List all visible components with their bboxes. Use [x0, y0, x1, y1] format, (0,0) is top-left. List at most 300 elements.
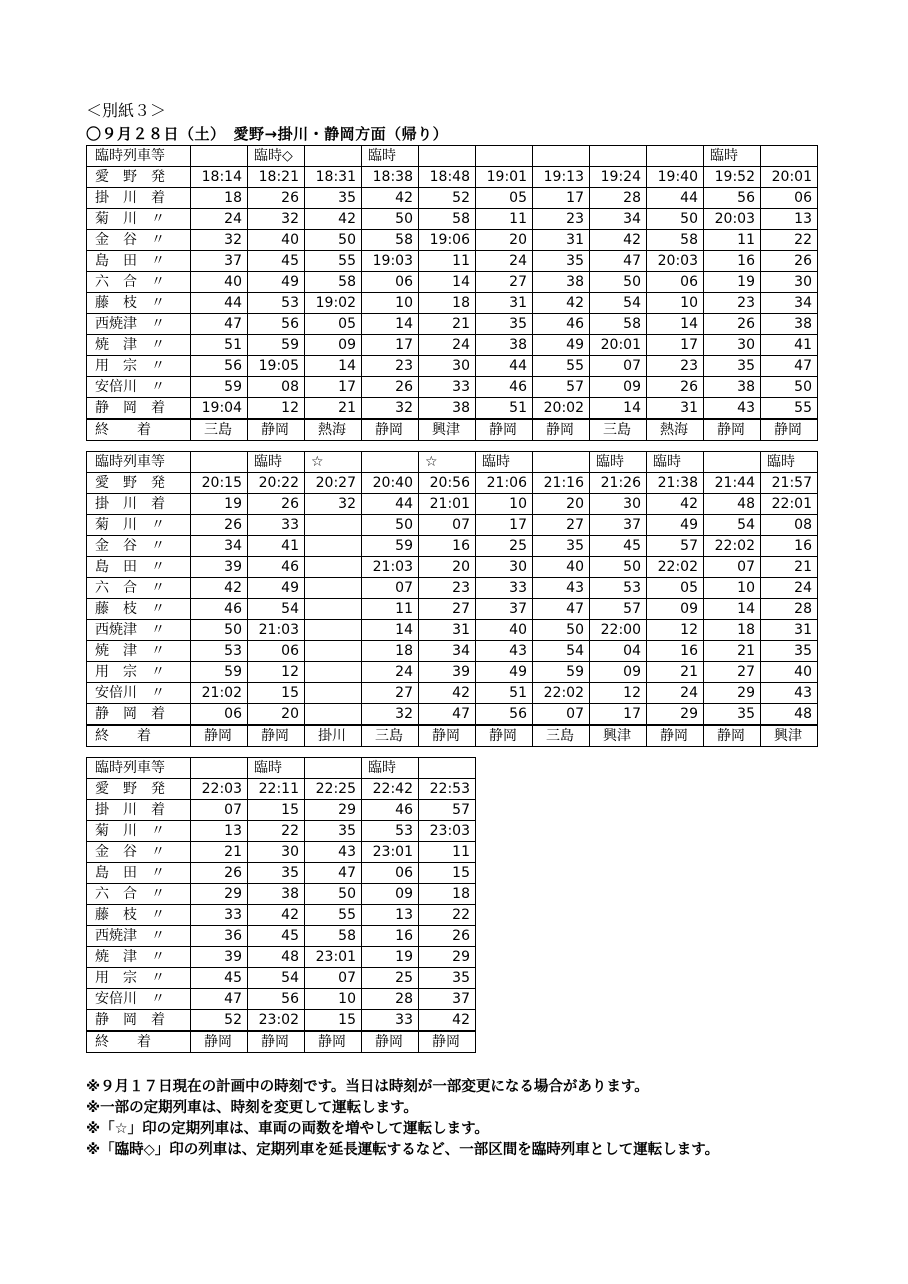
time-cell: 57	[647, 536, 704, 557]
time-cell: 24	[476, 251, 533, 272]
time-cell: 35	[305, 821, 362, 842]
terminal-station: 静岡	[419, 1031, 476, 1053]
time-cell: 37	[191, 251, 248, 272]
time-cell: 59	[533, 662, 590, 683]
time-cell: 26	[761, 251, 818, 272]
time-cell: 18:48	[419, 167, 476, 188]
time-cell: 33	[362, 1010, 419, 1032]
station-label: 愛 野 発	[87, 473, 191, 494]
station-label: 安倍川 〃	[87, 683, 191, 704]
time-cell: 13	[362, 905, 419, 926]
time-cell: 29	[704, 683, 761, 704]
time-cell: 44	[647, 188, 704, 209]
station-label: 静 岡 着	[87, 398, 191, 420]
station-label: 用 宗 〃	[87, 662, 191, 683]
row-label: 終 着	[87, 725, 191, 747]
station-label: 用 宗 〃	[87, 356, 191, 377]
time-cell: 24	[761, 578, 818, 599]
time-cell: 32	[191, 230, 248, 251]
special-train-mark	[590, 146, 647, 167]
time-cell: 21:57	[761, 473, 818, 494]
time-cell: 50	[362, 515, 419, 536]
time-cell: 20:15	[191, 473, 248, 494]
special-train-mark	[533, 452, 590, 473]
time-cell: 50	[362, 209, 419, 230]
time-cell: 07	[191, 800, 248, 821]
time-cell: 08	[248, 377, 305, 398]
station-row	[87, 377, 818, 398]
time-cell: 26	[419, 926, 476, 947]
time-cell: 51	[191, 335, 248, 356]
time-cell: 58	[419, 209, 476, 230]
time-cell: 37	[476, 599, 533, 620]
time-cell	[305, 662, 362, 683]
time-cell: 39	[191, 557, 248, 578]
time-cell: 29	[305, 800, 362, 821]
time-cell: 08	[761, 515, 818, 536]
station-row	[87, 515, 818, 536]
note-line: ※「臨時◇」印の列車は、定期列車を延長運転するなど、一部区間を臨時列車として運転します。	[86, 1142, 720, 1158]
time-cell: 22	[761, 230, 818, 251]
time-cell: 59	[191, 377, 248, 398]
time-cell: 21	[704, 641, 761, 662]
timetable-block-3	[86, 757, 476, 1053]
time-cell: 28	[362, 989, 419, 1010]
time-cell: 49	[647, 515, 704, 536]
special-train-row	[87, 758, 476, 779]
time-cell: 18	[704, 620, 761, 641]
station-label: 掛 川 着	[87, 188, 191, 209]
terminal-station: 静岡	[305, 1031, 362, 1053]
time-cell: 18	[362, 641, 419, 662]
station-row	[87, 167, 818, 188]
terminal-station: 静岡	[362, 419, 419, 441]
time-cell: 27	[476, 272, 533, 293]
time-cell: 16	[761, 536, 818, 557]
station-label: 西焼津 〃	[87, 314, 191, 335]
time-cell: 06	[191, 704, 248, 726]
time-cell: 53	[362, 821, 419, 842]
time-cell: 36	[191, 926, 248, 947]
time-cell: 56	[191, 356, 248, 377]
time-cell: 49	[476, 662, 533, 683]
time-cell: 34	[761, 293, 818, 314]
time-cell: 20	[419, 557, 476, 578]
time-cell: 26	[647, 377, 704, 398]
time-cell: 39	[191, 947, 248, 968]
station-row	[87, 251, 818, 272]
special-train-mark: 臨時	[362, 146, 419, 167]
time-cell: 23	[533, 209, 590, 230]
time-cell: 19:40	[647, 167, 704, 188]
time-cell: 21:03	[248, 620, 305, 641]
time-cell: 26	[191, 515, 248, 536]
time-cell: 38	[704, 377, 761, 398]
special-train-mark: 臨時	[362, 758, 419, 779]
time-cell	[305, 536, 362, 557]
station-row	[87, 800, 476, 821]
time-cell: 20:56	[419, 473, 476, 494]
time-cell: 43	[761, 683, 818, 704]
time-cell: 27	[533, 515, 590, 536]
time-cell: 20:03	[647, 251, 704, 272]
time-cell: 19:13	[533, 167, 590, 188]
terminal-station: 静岡	[476, 725, 533, 747]
time-cell: 10	[305, 989, 362, 1010]
time-cell: 47	[761, 356, 818, 377]
time-cell: 21	[191, 842, 248, 863]
time-cell: 50	[590, 272, 647, 293]
time-cell	[305, 557, 362, 578]
time-cell: 29	[191, 884, 248, 905]
time-cell: 50	[191, 620, 248, 641]
time-cell: 13	[191, 821, 248, 842]
time-cell: 11	[419, 842, 476, 863]
station-label: 焼 津 〃	[87, 947, 191, 968]
terminal-station: 静岡	[248, 419, 305, 441]
time-cell: 19:01	[476, 167, 533, 188]
time-cell: 35	[704, 356, 761, 377]
time-cell: 14	[362, 620, 419, 641]
note-line: ※９月１７日現在の計画中の時刻です。当日は時刻が一部変更になる場合があります。	[86, 1079, 649, 1095]
time-cell: 35	[704, 704, 761, 726]
station-row	[87, 704, 818, 726]
station-label: 六 合 〃	[87, 578, 191, 599]
time-cell: 12	[248, 398, 305, 420]
station-row	[87, 662, 818, 683]
time-cell	[305, 515, 362, 536]
time-cell: 47	[191, 989, 248, 1010]
time-cell: 46	[248, 557, 305, 578]
time-cell: 21	[761, 557, 818, 578]
special-train-mark	[419, 758, 476, 779]
time-cell: 11	[704, 230, 761, 251]
time-cell: 43	[704, 398, 761, 420]
time-cell: 59	[362, 536, 419, 557]
time-cell	[305, 620, 362, 641]
time-cell: 45	[248, 926, 305, 947]
terminal-station: 静岡	[419, 725, 476, 747]
time-cell: 47	[419, 704, 476, 726]
station-label: 焼 津 〃	[87, 335, 191, 356]
station-label: 安倍川 〃	[87, 377, 191, 398]
time-cell: 42	[305, 209, 362, 230]
time-cell: 19	[362, 947, 419, 968]
time-cell: 45	[248, 251, 305, 272]
time-cell: 17	[305, 377, 362, 398]
station-row	[87, 926, 476, 947]
time-cell: 07	[533, 704, 590, 726]
time-cell: 11	[362, 599, 419, 620]
time-cell: 09	[305, 335, 362, 356]
time-cell: 09	[590, 662, 647, 683]
time-cell: 30	[704, 335, 761, 356]
time-cell: 56	[248, 314, 305, 335]
time-cell: 41	[248, 536, 305, 557]
time-cell: 50	[590, 557, 647, 578]
time-cell: 43	[476, 641, 533, 662]
time-cell: 39	[419, 662, 476, 683]
time-cell: 14	[362, 314, 419, 335]
time-cell: 20:03	[704, 209, 761, 230]
station-label: 菊 川 〃	[87, 515, 191, 536]
station-row	[87, 335, 818, 356]
station-row	[87, 209, 818, 230]
time-cell: 23:03	[419, 821, 476, 842]
time-cell: 47	[191, 314, 248, 335]
time-cell: 35	[533, 251, 590, 272]
time-cell: 46	[476, 377, 533, 398]
terminal-station: 静岡	[248, 725, 305, 747]
row-label: 臨時列車等	[87, 146, 191, 167]
time-cell: 58	[305, 272, 362, 293]
time-cell: 21:03	[362, 557, 419, 578]
time-cell: 10	[704, 578, 761, 599]
time-cell: 05	[647, 578, 704, 599]
time-cell: 22:01	[761, 494, 818, 515]
time-cell: 14	[305, 356, 362, 377]
station-label: 藤 枝 〃	[87, 905, 191, 926]
time-cell: 53	[248, 293, 305, 314]
time-cell: 19:06	[419, 230, 476, 251]
time-cell: 11	[476, 209, 533, 230]
time-cell: 20:01	[590, 335, 647, 356]
time-cell: 30	[476, 557, 533, 578]
time-cell: 40	[191, 272, 248, 293]
time-cell: 18:31	[305, 167, 362, 188]
time-cell: 24	[419, 335, 476, 356]
station-row	[87, 620, 818, 641]
time-cell: 20:02	[533, 398, 590, 420]
station-label: 六 合 〃	[87, 272, 191, 293]
time-cell: 56	[704, 188, 761, 209]
station-row	[87, 293, 818, 314]
time-cell: 54	[590, 293, 647, 314]
time-cell: 12	[647, 620, 704, 641]
time-cell: 34	[590, 209, 647, 230]
time-cell: 51	[476, 683, 533, 704]
time-cell: 31	[647, 398, 704, 420]
time-cell: 25	[362, 968, 419, 989]
station-row	[87, 536, 818, 557]
station-label: 藤 枝 〃	[87, 293, 191, 314]
time-cell: 19:52	[704, 167, 761, 188]
time-cell: 45	[590, 536, 647, 557]
time-cell: 19:05	[248, 356, 305, 377]
row-label: 臨時列車等	[87, 758, 191, 779]
time-cell: 21:16	[533, 473, 590, 494]
special-train-mark	[476, 146, 533, 167]
time-cell: 35	[761, 641, 818, 662]
station-label: 金 谷 〃	[87, 842, 191, 863]
time-cell: 57	[533, 377, 590, 398]
time-cell: 29	[419, 947, 476, 968]
time-cell: 44	[191, 293, 248, 314]
row-label: 終 着	[87, 419, 191, 441]
time-cell: 52	[191, 1010, 248, 1032]
time-cell: 29	[647, 704, 704, 726]
station-row	[87, 356, 818, 377]
special-train-mark: ☆	[419, 452, 476, 473]
terminal-station: 静岡	[761, 419, 818, 441]
time-cell: 38	[248, 884, 305, 905]
time-cell: 51	[476, 398, 533, 420]
station-label: 掛 川 着	[87, 494, 191, 515]
time-cell: 20	[476, 230, 533, 251]
time-cell: 27	[704, 662, 761, 683]
time-cell: 25	[476, 536, 533, 557]
station-row	[87, 272, 818, 293]
station-label: 島 田 〃	[87, 251, 191, 272]
time-cell: 47	[533, 599, 590, 620]
time-cell: 20:22	[248, 473, 305, 494]
station-row	[87, 683, 818, 704]
time-cell: 18	[419, 293, 476, 314]
station-label: 焼 津 〃	[87, 641, 191, 662]
time-cell: 22:02	[533, 683, 590, 704]
time-cell: 21:06	[476, 473, 533, 494]
time-cell: 40	[761, 662, 818, 683]
special-train-mark	[191, 146, 248, 167]
time-cell: 32	[305, 494, 362, 515]
time-cell: 30	[248, 842, 305, 863]
time-cell: 50	[305, 884, 362, 905]
special-train-row	[87, 452, 818, 473]
time-cell: 34	[191, 536, 248, 557]
station-row	[87, 1010, 476, 1032]
station-label: 愛 野 発	[87, 779, 191, 800]
time-cell: 23:01	[305, 947, 362, 968]
time-cell: 17	[590, 704, 647, 726]
time-cell: 56	[476, 704, 533, 726]
time-cell: 33	[248, 515, 305, 536]
time-cell: 21:02	[191, 683, 248, 704]
time-cell: 55	[761, 398, 818, 420]
time-cell: 12	[590, 683, 647, 704]
station-row	[87, 314, 818, 335]
terminal-station: 静岡	[704, 419, 761, 441]
time-cell: 18:38	[362, 167, 419, 188]
time-cell: 19	[704, 272, 761, 293]
time-cell: 35	[533, 536, 590, 557]
time-cell: 54	[248, 968, 305, 989]
time-cell: 54	[533, 641, 590, 662]
special-train-mark: 臨時	[761, 452, 818, 473]
time-cell: 21	[419, 314, 476, 335]
time-cell: 20	[248, 704, 305, 726]
station-label: 西焼津 〃	[87, 620, 191, 641]
time-cell: 18	[191, 188, 248, 209]
special-train-mark: 臨時	[704, 146, 761, 167]
time-cell: 54	[704, 515, 761, 536]
time-cell: 22	[248, 821, 305, 842]
time-cell: 15	[248, 800, 305, 821]
station-row	[87, 989, 476, 1010]
time-cell: 15	[419, 863, 476, 884]
station-row	[87, 968, 476, 989]
time-cell: 16	[419, 536, 476, 557]
terminal-station: 熱海	[305, 419, 362, 441]
time-cell: 21:01	[419, 494, 476, 515]
time-cell: 19:03	[362, 251, 419, 272]
time-cell: 42	[191, 578, 248, 599]
time-cell: 06	[362, 272, 419, 293]
row-label: 臨時列車等	[87, 452, 191, 473]
time-cell: 46	[362, 800, 419, 821]
station-row	[87, 473, 818, 494]
time-cell: 15	[248, 683, 305, 704]
time-cell: 15	[305, 1010, 362, 1032]
time-cell: 33	[191, 905, 248, 926]
time-cell: 21:38	[647, 473, 704, 494]
time-cell: 31	[419, 620, 476, 641]
time-cell: 26	[248, 494, 305, 515]
time-cell: 24	[191, 209, 248, 230]
time-cell: 20:27	[305, 473, 362, 494]
time-cell: 57	[419, 800, 476, 821]
time-cell: 16	[704, 251, 761, 272]
time-cell: 21	[647, 662, 704, 683]
time-cell: 19	[191, 494, 248, 515]
time-cell: 48	[248, 947, 305, 968]
time-cell: 18:14	[191, 167, 248, 188]
station-label: 静 岡 着	[87, 1010, 191, 1032]
time-cell: 05	[305, 314, 362, 335]
special-train-mark: 臨時	[647, 452, 704, 473]
time-cell: 13	[761, 209, 818, 230]
time-cell: 05	[476, 188, 533, 209]
time-cell: 52	[419, 188, 476, 209]
time-cell: 32	[362, 704, 419, 726]
time-cell: 26	[704, 314, 761, 335]
time-cell: 53	[191, 641, 248, 662]
time-cell: 14	[419, 272, 476, 293]
time-cell: 07	[362, 578, 419, 599]
station-label: 西焼津 〃	[87, 926, 191, 947]
time-cell: 20	[533, 494, 590, 515]
notes	[86, 1077, 719, 1161]
time-cell: 38	[533, 272, 590, 293]
terminal-station: 三島	[590, 419, 647, 441]
time-cell: 24	[647, 683, 704, 704]
terminal-station: 興津	[419, 419, 476, 441]
time-cell: 48	[704, 494, 761, 515]
time-cell: 43	[305, 842, 362, 863]
terminal-station: 静岡	[533, 419, 590, 441]
time-cell: 42	[590, 230, 647, 251]
time-cell: 06	[362, 863, 419, 884]
station-label: 藤 枝 〃	[87, 599, 191, 620]
time-cell: 19:02	[305, 293, 362, 314]
time-cell: 31	[761, 620, 818, 641]
time-cell: 50	[647, 209, 704, 230]
special-train-mark	[647, 146, 704, 167]
station-row	[87, 947, 476, 968]
time-cell: 42	[647, 494, 704, 515]
time-cell: 45	[191, 968, 248, 989]
time-cell: 31	[476, 293, 533, 314]
time-cell: 12	[248, 662, 305, 683]
time-cell: 35	[305, 188, 362, 209]
time-cell: 49	[248, 578, 305, 599]
time-cell	[305, 641, 362, 662]
time-cell: 20:40	[362, 473, 419, 494]
time-cell: 42	[419, 683, 476, 704]
special-train-mark	[761, 146, 818, 167]
special-train-mark	[191, 758, 248, 779]
row-label: 終 着	[87, 1031, 191, 1053]
sheet-label: ＜別紙３＞	[86, 101, 167, 120]
